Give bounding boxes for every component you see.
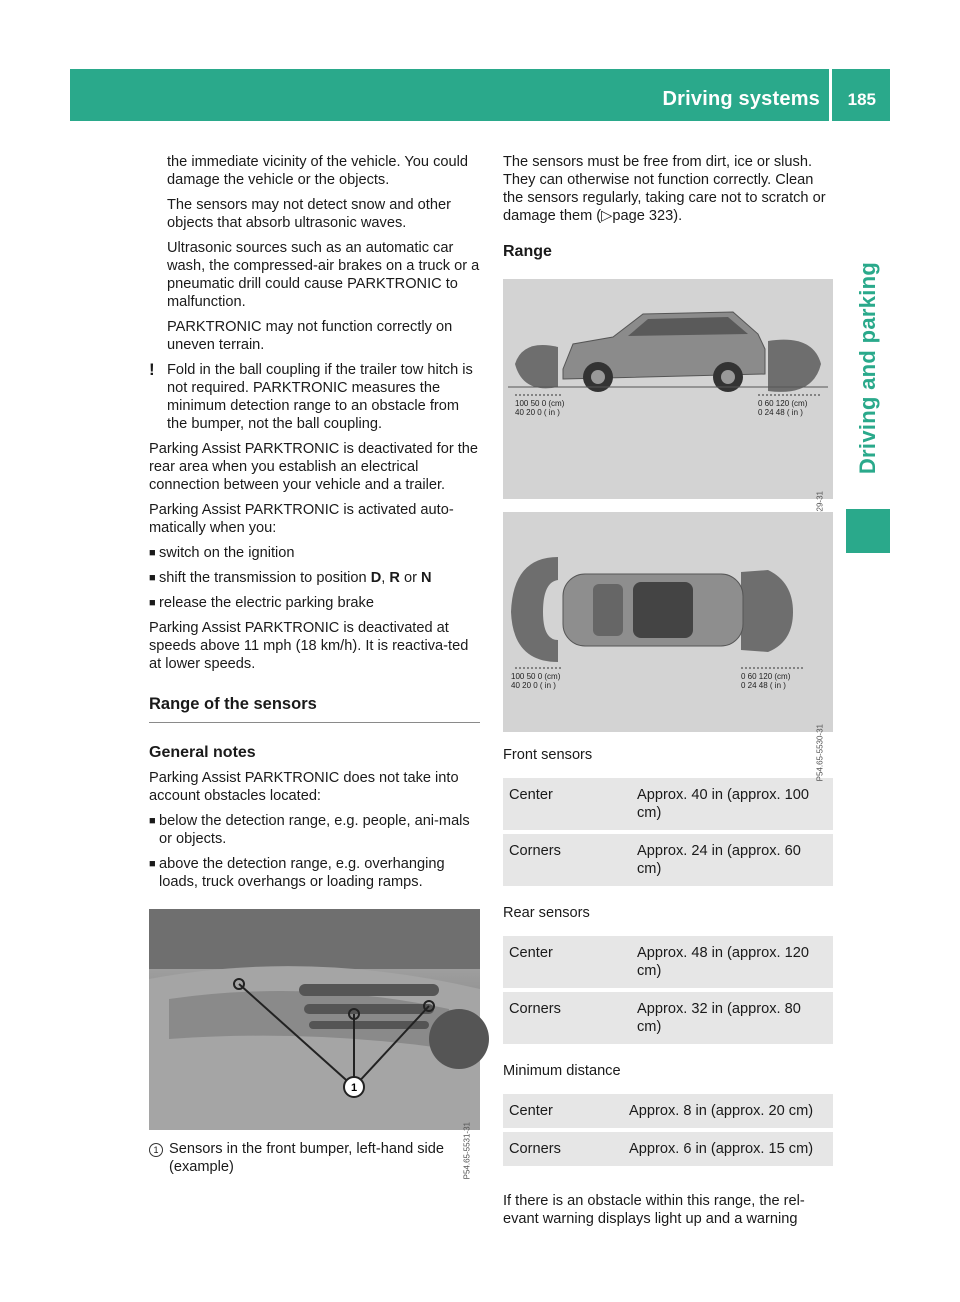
paragraph: Parking Assist PARKTRONIC is deactivated for the rear area when you establish an electrical connection between your vehicle and a trailer. (149, 441, 479, 493)
figure-legend (149, 1140, 480, 1176)
scale-right: 0 60 120 (cm) 0 24 48 ( in ) (758, 399, 808, 417)
rear-sensors-table (503, 932, 833, 1048)
paragraph: the immediate vicinity of the vehicle. You could damage the vehicle or the objects. (167, 154, 468, 188)
table-row: Corners Approx. 24 in (approx. 60 cm) (503, 834, 833, 886)
scale-left: 100 50 0 (cm) 40 20 0 ( in ) (511, 672, 561, 690)
callout-number: 1 (350, 1082, 358, 1094)
top-view-illustration (503, 512, 833, 732)
minimum-distance-label: Minimum distance (503, 1063, 621, 1079)
table-row: Corners Approx. 32 in (approx. 80 cm) (503, 992, 833, 1044)
front-bumper-illustration (149, 909, 480, 1130)
bullet-icon: ■ (149, 815, 156, 827)
header-divider (829, 69, 832, 121)
list-item: ■ release the electric parking brake (149, 595, 374, 611)
page-title: Driving systems (662, 88, 820, 110)
paragraph: Parking Assist PARKTRONIC is deactivated at speeds above 11 mph (18 km/h). It is reactiva-ted at lower speeds. (149, 620, 469, 672)
right-column (503, 153, 833, 1235)
bullet-icon: ■ (149, 547, 156, 559)
paragraph: Parking Assist PARKTRONIC is activated auto-matically when you: (149, 502, 454, 536)
bullet-icon: ■ (149, 858, 156, 870)
paragraph: The sensors must be free from dirt, ice or slush. They can otherwise not function correctly. Clean the sensors regularly, taking care not to scratch or damage them (▷page 323). (503, 154, 826, 224)
scale-right: 0 60 120 (cm) 0 24 48 ( in ) (741, 672, 791, 690)
minimum-distance-table (503, 1090, 833, 1170)
list-item: ■ switch on the ignition (149, 545, 295, 561)
rear-sensors-label: Rear sensors (503, 905, 590, 921)
range-heading: Range (503, 243, 552, 260)
front-sensors-label: Front sensors (503, 747, 593, 763)
legend-number: 1 (149, 1143, 163, 1157)
left-column (149, 153, 480, 1182)
paragraph: PARKTRONIC may not function correctly on uneven terrain. (167, 319, 453, 353)
warning-icon: ! (149, 360, 155, 379)
paragraph: If there is an obstacle within this range, the rel-evant warning displays light up and a warning (503, 1193, 805, 1227)
header-bar (70, 69, 890, 121)
paragraph: Ultrasonic sources such as an automatic car wash, the compressed-air brakes on a truck or a pneumatic drill could cause PARKTRONIC to malfunction. (167, 240, 480, 310)
warning-note (149, 361, 480, 433)
table-row: Corners Approx. 6 in (approx. 15 cm) (503, 1132, 833, 1166)
figure-code: P54.65-5530-31 (815, 724, 824, 782)
table-row: Center Approx. 8 in (approx. 20 cm) (503, 1094, 833, 1128)
chapter-marker (846, 509, 890, 553)
subsection-heading: General notes (149, 744, 256, 761)
warning-text: Fold in the ball coupling if the trailer tow hitch is not required. PARKTRONIC measures the minimum detection range to an obstacle from the bumper, not the ball coupling. (167, 362, 473, 432)
table-row: Center Approx. 48 in (approx. 120 cm) (503, 936, 833, 988)
list-item: ■ shift the transmission to position D, R or N (149, 570, 432, 586)
paragraph: Parking Assist PARKTRONIC does not take into account obstacles located: (149, 770, 459, 804)
bullet-icon: ■ (149, 597, 156, 609)
table-row: Center Approx. 40 in (approx. 100 cm) (503, 778, 833, 830)
side-view-illustration (503, 279, 833, 499)
list-item: ■ below the detection range, e.g. people, ani-mals or objects. (149, 813, 470, 847)
page-number: 185 (847, 90, 876, 109)
side-chapter-tab (846, 250, 890, 486)
scale-left: 100 50 0 (cm) 40 20 0 ( in ) (515, 399, 565, 417)
list-item: ■ above the detection range, e.g. overhanging loads, truck overhangs or loading ramps. (149, 856, 445, 890)
page-ref-arrow-icon: ▷ (601, 208, 613, 224)
front-sensors-table (503, 774, 833, 890)
paragraph: The sensors may not detect snow and other objects that absorb ultrasonic waves. (167, 197, 451, 231)
figure-code: P54.65-5531-31 (462, 1122, 471, 1180)
chapter-label: Driving and parking (855, 261, 881, 475)
bullet-icon: ■ (149, 572, 156, 584)
section-heading: Range of the sensors (149, 695, 480, 723)
side-view-figure (503, 279, 833, 499)
legend-text: Sensors in the front bumper, left-hand side (example) (169, 1141, 445, 1175)
